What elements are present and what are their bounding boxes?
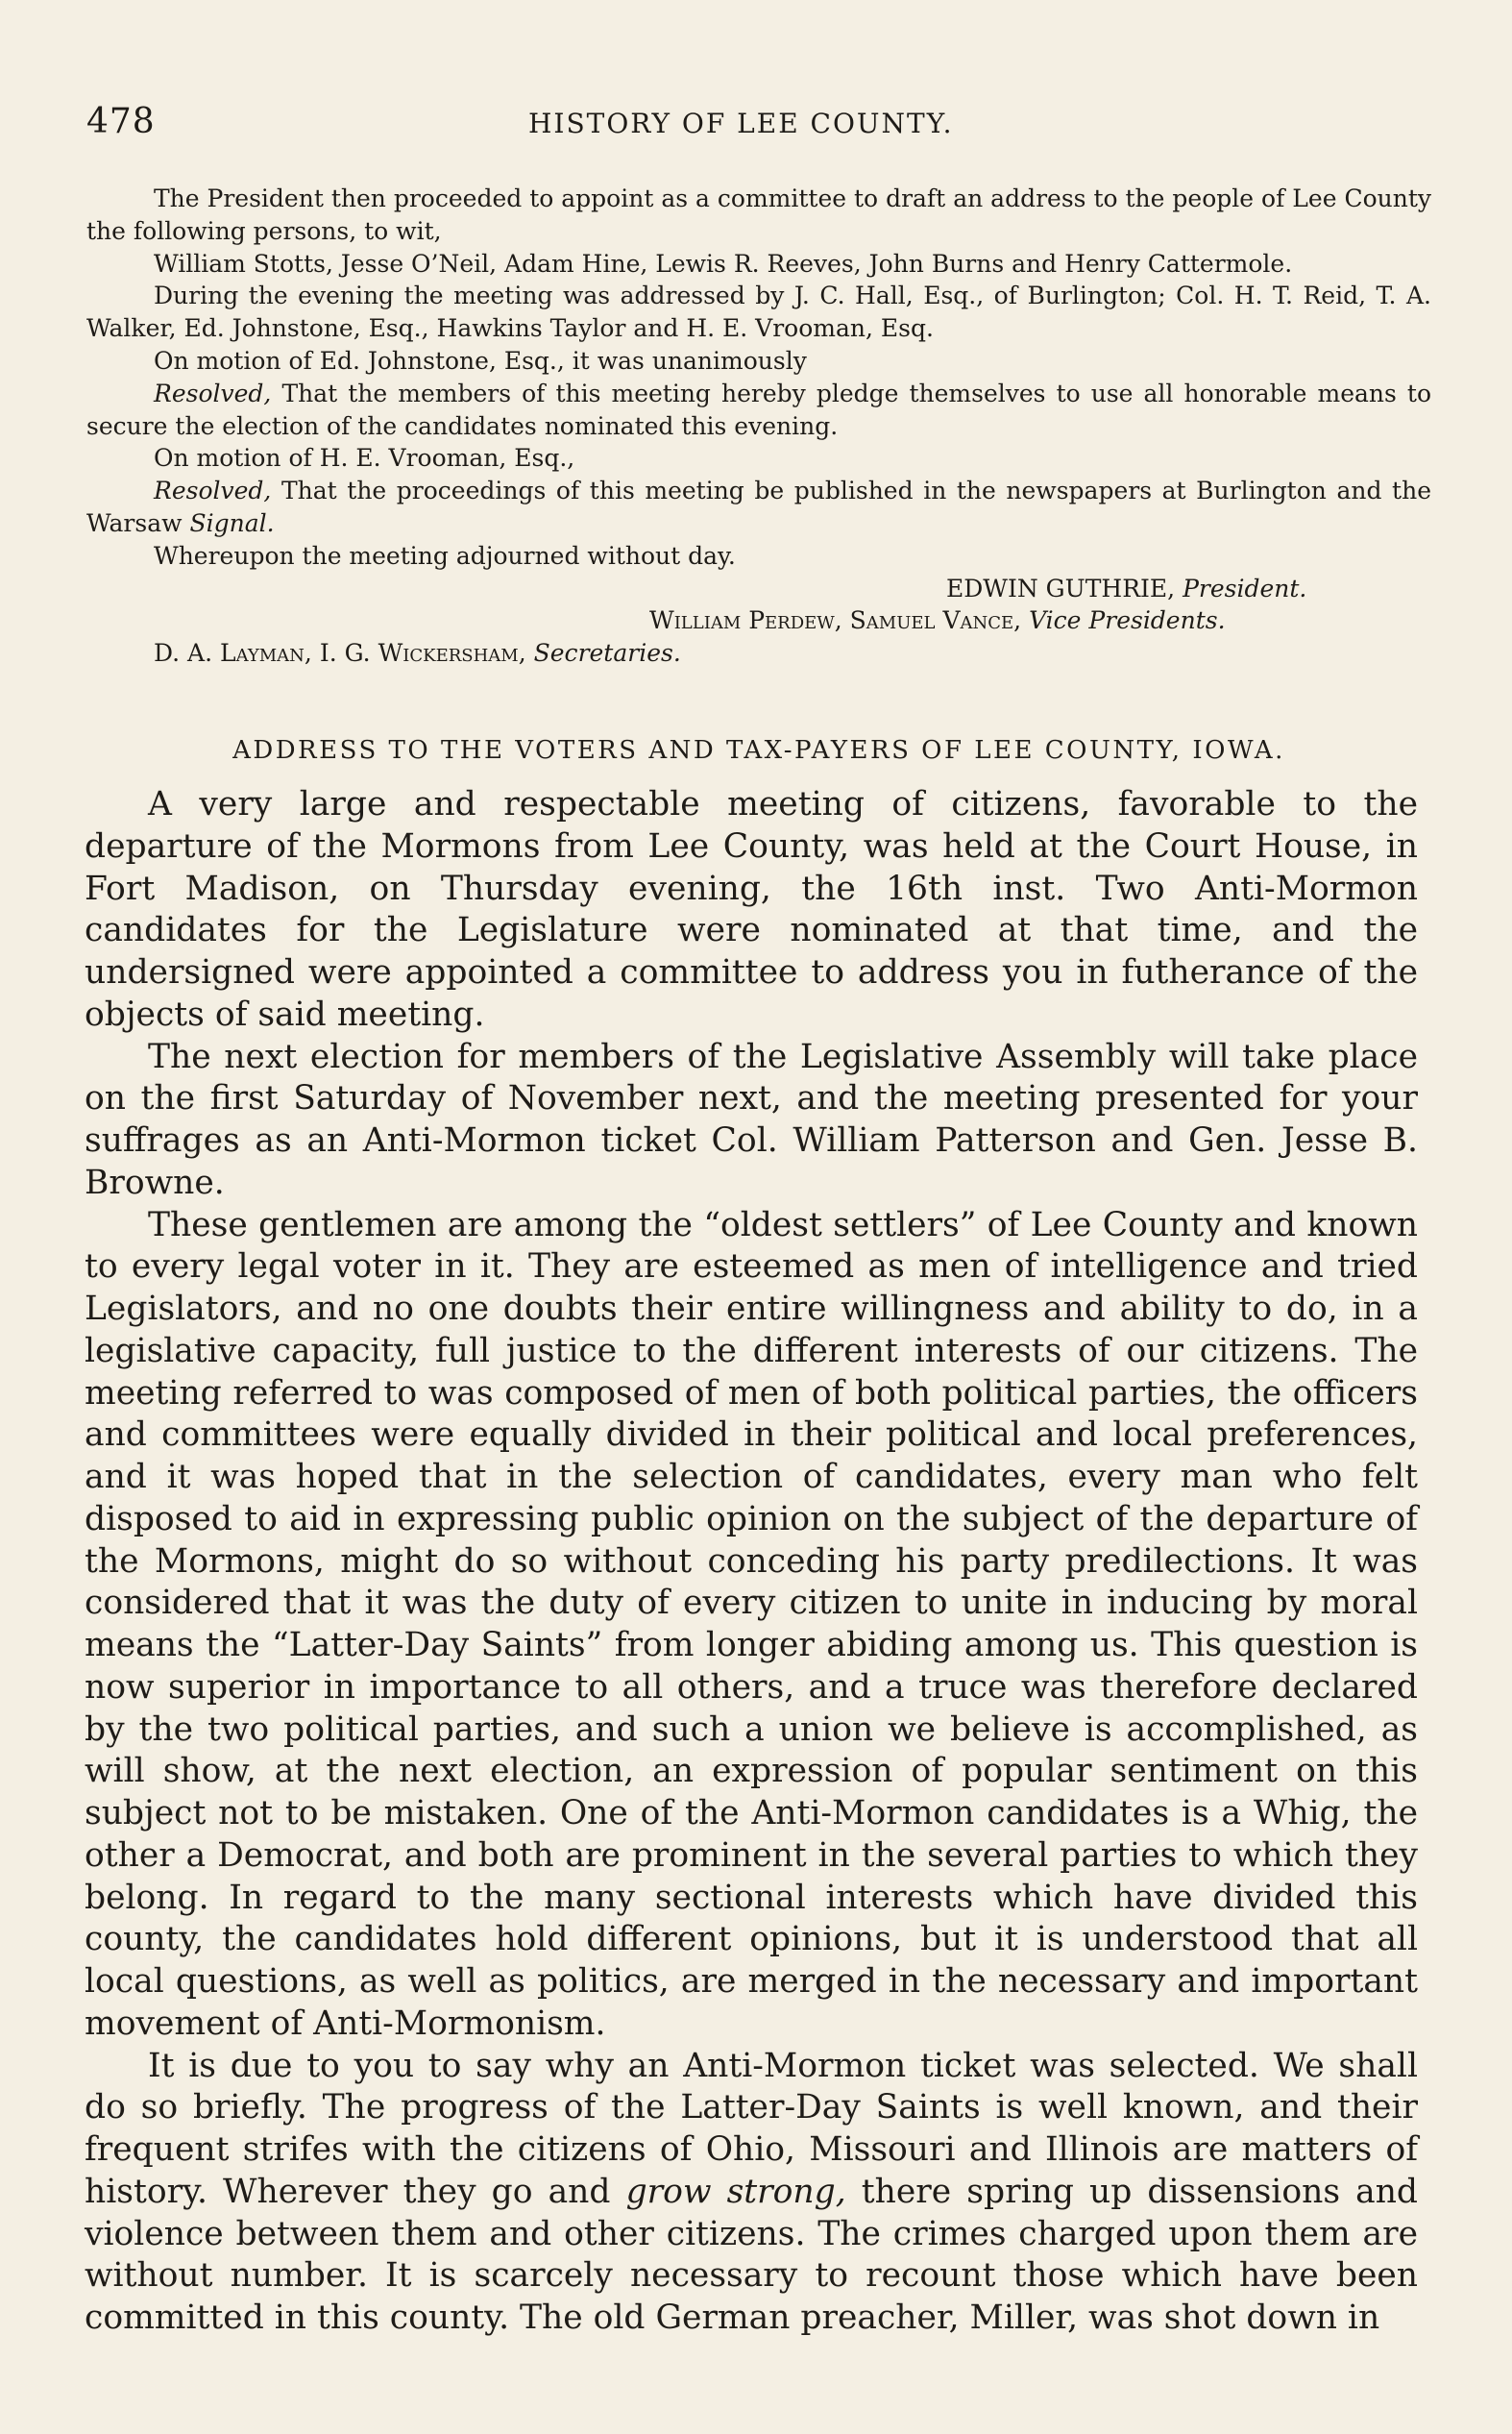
address-paragraph: A very large and respectable meeting of citizens, favorable to the departure of the Mormons from Lee County, was held at the Court House, in Fort Madison, on Thursday evening, the 16th inst. Two Anti-Mormon candidates for the Legislature were nominated at that time, and the undersigned were appointed a committee to address you in futherance of the objects of said meeting.	[85, 785, 1418, 1034]
emphasis-text: grow strong,	[625, 2172, 846, 2211]
page-number: 478	[86, 102, 156, 141]
president-signature	[86, 573, 1431, 605]
address-paragraph: These gentlemen are among the “oldest settlers” of Lee County and known to every legal voter in it. They are esteemed as men of intelligence and tried Legislators, and no one doubts their entire willingness and ability to do, in a legislative capacity, full justice to the different interests of our citizens. The meeting referred to was composed of men of both political parties, the officers and committees were equally divided in their political and local preferences, and it was hoped that in the selection of candidates, every man who felt disposed to aid in expressing public opinion on the subject of the departure of the Mormons, might do so without conceding his party predilections. It was considered that it was the duty of every citizen to unite in inducing by moral means the “Latter-Day Saints” from longer abiding among us. This question is now superior in importance to all others, and a truce was therefore declared by the two political parties, and such a union we believe is accomplished, as will show, at the next election, an expression of popular sentiment on this subject not to be mistaken. One of the Anti-Mormon candidates is a Whig, the other a Democrat, and both are prominent in the several parties to which they belong. In regard to the many sectional interests which have divided this county, the candidates hold different opinions, but it is understood that all local questions, as well as politics, are merged in the necessary and important movement of Anti-Mormonism.	[85, 1205, 1418, 2043]
address-heading: ADDRESS TO THE VOTERS AND TAX-PAYERS OF LEE COUNTY, IOWA.	[232, 736, 1285, 765]
address-paragraph: The next election for members of the Legislative Assembly will take place on the first Saturday of November next, and the meeting presented for your suffrages as an Anti-Mormon ticket Col. William Patterson and Gen. Jesse B. Browne.	[85, 1037, 1418, 1202]
address-body	[85, 784, 1418, 2340]
resolution-paragraph	[86, 475, 1431, 540]
vice-presidents-signature	[86, 604, 1431, 637]
minutes-paragraph: Whereupon the meeting adjourned without day.	[154, 541, 736, 570]
resolution-text: That the proceedings of this meeting be published in the newspapers at Burlington and the Warsaw	[86, 477, 1431, 537]
meeting-minutes	[86, 183, 1431, 670]
address-text: It is due to you to say why an Anti-Mormon ticket was selected. We shall do so briefly. The progress of the Latter-Day Saints is well known, and their frequent strifes with the citizens of Ohio, Missouri and Illinois are matters of history. Wherever they go and	[85, 2046, 1418, 2211]
secretaries-signature	[86, 637, 1431, 670]
address-text: there spring up dissensions and violence between them and other citizens. The crimes charged upon them are without number. It is scarcely necessary to recount those which have been committed in this county. The old German preacher, Miller, was shot down in	[85, 2172, 1418, 2337]
running-head: HISTORY OF LEE COUNTY.	[528, 108, 954, 139]
resolved-label: Resolved,	[154, 477, 272, 505]
secretaries-title: Secretaries.	[533, 639, 681, 668]
address-paragraph	[85, 2046, 1418, 2340]
minutes-paragraph: The President then proceeded to appoint as a committee to draft an address to the people of Lee County the following persons, to wit,	[86, 184, 1431, 245]
minutes-paragraph: On motion of Ed. Johnstone, Esq., it was unanimously	[154, 346, 807, 375]
resolved-label: Resolved,	[154, 379, 272, 407]
resolution-text: That the members of this meeting hereby pledge themselves to use all honorable means to secure the election of the candidates nominated this evening.	[86, 379, 1431, 440]
minutes-paragraph: William Stotts, Jesse O’Neil, Adam Hine, Lewis R. Reeves, John Burns and Henry Cattermole.	[154, 249, 1293, 278]
resolution-paragraph	[86, 378, 1431, 443]
vice-presidents-names: William Perdew, Samuel Vance,	[649, 606, 1022, 635]
minutes-paragraph: During the evening the meeting was addressed by J. C. Hall, Esq., of Burlington; Col. H. T. Reid, T. A. Walker, Ed. Johnstone, Esq., Hawkins Taylor and H. E. Vrooman, Esq.	[86, 282, 1431, 343]
president-title: President.	[1183, 574, 1307, 602]
president-name: EDWIN GUTHRIE,	[946, 574, 1176, 602]
minutes-paragraph: On motion of H. E. Vrooman, Esq.,	[154, 444, 575, 473]
page-header	[86, 102, 1441, 150]
secretaries-names: D. A. Layman, I. G. Wickersham,	[154, 639, 526, 668]
signal-newspaper-name: Signal.	[189, 508, 275, 537]
vice-presidents-title: Vice Presidents.	[1029, 606, 1226, 635]
